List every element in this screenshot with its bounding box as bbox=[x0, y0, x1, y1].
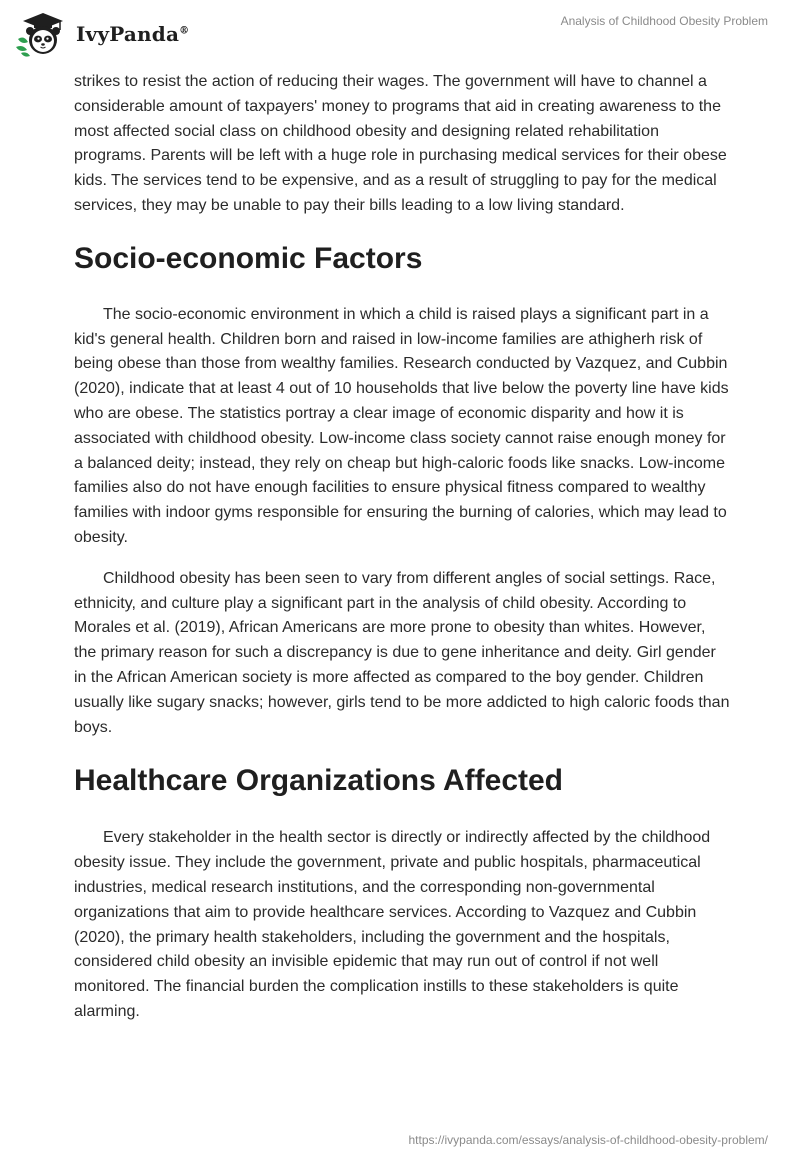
paragraph: Every stakeholder in the health sector is directly or indirectly affected by the childhood obesity issue. They include the government, private and public hospitals, pharmaceutical industries, medical research institutions, and the corresponding non-governmental organizations that aim to provide healthcare services. According to Vazquez and Cubbin (2020), the primary health stakeholders, including the government and the hospitals, considered child obesity an invisible epidemic that may run out of control if not well monitored. The financial burden the complication instills to these stakeholders is quite alarming. bbox=[74, 829, 711, 1020]
source-url-link[interactable]: https://ivypanda.com/essays/analysis-of-childhood-obesity-problem/ bbox=[408, 1133, 768, 1147]
brand-logo[interactable] bbox=[14, 9, 189, 59]
panda-logo-icon bbox=[14, 9, 72, 59]
page-header bbox=[0, 0, 800, 66]
section-heading: Socio-economic Factors bbox=[74, 241, 423, 275]
section-heading: Healthcare Organizations Affected bbox=[74, 764, 564, 798]
brand-name: IvyPanda® bbox=[76, 22, 190, 46]
paragraph: strikes to resist the action of reducing their wages. The government will have to channel a considerable amount of taxpayers' money to programs that aid in creating awareness to the most affected social class on childhood obesity and designing related rehabilitation programs. Parents will be left with a huge role in purchasing medical services for their obese kids. The services tend to be expensive, and as a result of struggling to pay for the medical services, they may be unable to pay their bills leading to a low living standard. bbox=[74, 73, 727, 214]
document-title: Analysis of Childhood Obesity Problem bbox=[560, 14, 768, 28]
paragraph: The socio-economic environment in which a child is raised plays a significant part in a kid's general health. Children born and raised in low-income families are athigherh risk of being obese than those from wealthy families. Research conducted by Vazquez, and Cubbin (2020), indicate that at least 4 out of 10 households that live below the poverty line have kids who are obese. The statistics portray a clear image of economic disparity and how it is associated with childhood obesity. Low-income class society cannot raise enough money for a balanced deity; instead, they rely on cheap but high-caloric foods like snacks. Low-income families also do not have enough facilities to ensure physical fitness compared to wealthy families with indoor gyms responsible for ensuring the burning of calories, which may lead to obesity. bbox=[74, 305, 729, 546]
paragraph: Childhood obesity has been seen to vary from different angles of social settings. Race, ethnicity, and culture play a significant part in the analysis of child obesity. According to Morales et al. (2019), African Americans are more prone to obesity than whites. However, the primary reason for such a discrepancy is due to gene inheritance and deity. Girl gender in the African American society is more affected as compared to the boy gender. Children usually like sugary snacks; however, girls tend to be more addicted to high caloric foods than boys. bbox=[74, 569, 730, 736]
essay-content bbox=[74, 70, 730, 1025]
registered-mark: ® bbox=[179, 25, 190, 37]
